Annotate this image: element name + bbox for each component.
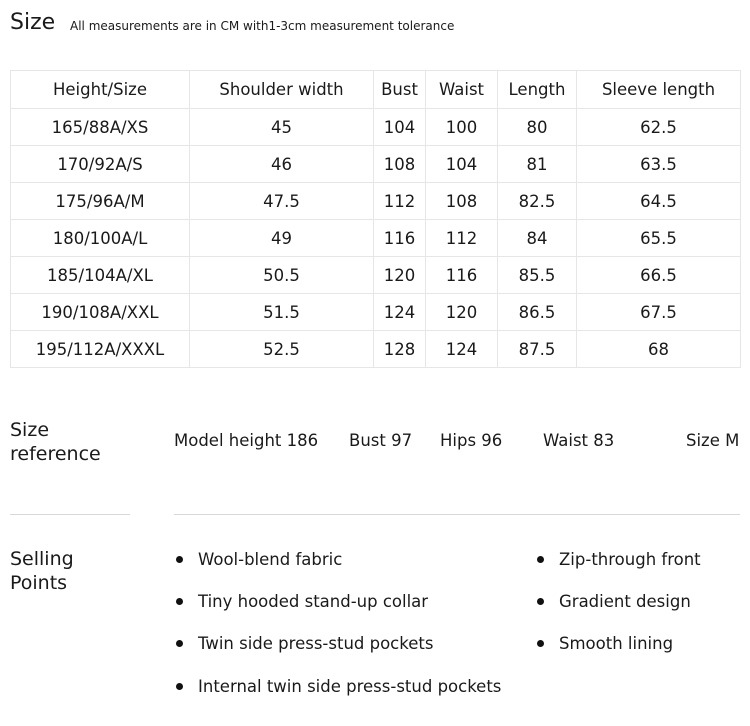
table-cell: 86.5 (498, 294, 577, 331)
table-cell: 185/104A/XL (11, 257, 190, 294)
measurement-note: All measurements are in CM with1-3cm measurement tolerance (70, 19, 455, 33)
table-cell: 165/88A/XS (11, 109, 190, 146)
column-header: Bust (374, 71, 426, 109)
bullet-icon (537, 640, 544, 647)
column-header: Height/Size (11, 71, 190, 109)
table-cell: 120 (426, 294, 498, 331)
table-cell: 81 (498, 146, 577, 183)
table-cell: 45 (190, 109, 374, 146)
table-cell: 50.5 (190, 257, 374, 294)
table-cell: 80 (498, 109, 577, 146)
table-cell: 108 (374, 146, 426, 183)
selling-point (537, 550, 701, 569)
table-cell: 66.5 (577, 257, 741, 294)
size-chart-table (10, 70, 741, 368)
size-reference-label-line: Size (10, 419, 50, 441)
table-cell: 68 (577, 331, 741, 368)
page-title: Size (10, 10, 56, 35)
table-header-row (11, 71, 741, 109)
table-cell: 85.5 (498, 257, 577, 294)
bullet-icon (176, 683, 183, 690)
size-reference-label-line: reference (10, 443, 101, 465)
table-cell: 108 (426, 183, 498, 220)
column-header: Shoulder width (190, 71, 374, 109)
model-hips: Hips 96 (440, 431, 503, 450)
table-cell: 112 (374, 183, 426, 220)
table-cell: 67.5 (577, 294, 741, 331)
selling-point-text: Zip-through front (559, 550, 701, 569)
table-cell: 116 (426, 257, 498, 294)
table-cell: 104 (426, 146, 498, 183)
table-cell: 65.5 (577, 220, 741, 257)
selling-points-label (10, 547, 74, 595)
table-cell: 64.5 (577, 183, 741, 220)
table-cell: 87.5 (498, 331, 577, 368)
selling-point (176, 677, 501, 696)
table-cell: 52.5 (190, 331, 374, 368)
table-cell: 124 (426, 331, 498, 368)
table-cell: 46 (190, 146, 374, 183)
table-cell: 175/96A/M (11, 183, 190, 220)
model-bust: Bust 97 (349, 431, 413, 450)
divider (10, 514, 130, 515)
selling-point-text: Twin side press-stud pockets (198, 634, 434, 653)
table-cell: 190/108A/XXL (11, 294, 190, 331)
bullet-icon (176, 556, 183, 563)
table-cell: 62.5 (577, 109, 741, 146)
selling-point (537, 592, 691, 611)
table-cell: 63.5 (577, 146, 741, 183)
bullet-icon (537, 598, 544, 605)
table-row (11, 257, 741, 294)
table-cell: 112 (426, 220, 498, 257)
model-height: Model height 186 (174, 431, 319, 450)
bullet-icon (176, 598, 183, 605)
selling-points-label-line: Points (10, 572, 68, 594)
table-row (11, 220, 741, 257)
table-cell: 170/92A/S (11, 146, 190, 183)
table-cell: 180/100A/L (11, 220, 190, 257)
bullet-icon (176, 640, 183, 647)
selling-point (176, 592, 428, 611)
size-reference-label (10, 418, 101, 466)
table-cell: 84 (498, 220, 577, 257)
selling-point (176, 634, 433, 653)
table-row (11, 146, 741, 183)
table-cell: 120 (374, 257, 426, 294)
table-row (11, 109, 741, 146)
selling-point-text: Wool-blend fabric (198, 550, 343, 569)
divider (174, 514, 740, 515)
table-cell: 100 (426, 109, 498, 146)
selling-point-text: Tiny hooded stand-up collar (198, 592, 429, 611)
table-cell: 82.5 (498, 183, 577, 220)
table-row (11, 294, 741, 331)
table-cell: 104 (374, 109, 426, 146)
selling-point-text: Internal twin side press-stud pockets (198, 677, 502, 696)
model-waist: Waist 83 (543, 431, 615, 450)
table-cell: 195/112A/XXXL (11, 331, 190, 368)
table-row (11, 183, 741, 220)
table-cell: 49 (190, 220, 374, 257)
column-header: Sleeve length (577, 71, 741, 109)
model-size: Size M (686, 431, 740, 450)
table-cell: 124 (374, 294, 426, 331)
column-header: Waist (426, 71, 498, 109)
table-cell: 116 (374, 220, 426, 257)
table-row (11, 331, 741, 368)
selling-point-text: Gradient design (559, 592, 691, 611)
column-header: Length (498, 71, 577, 109)
table-cell: 128 (374, 331, 426, 368)
selling-point (537, 634, 673, 653)
selling-points-label-line: Selling (10, 548, 74, 570)
table-cell: 47.5 (190, 183, 374, 220)
table-cell: 51.5 (190, 294, 374, 331)
selling-point-text: Smooth lining (559, 634, 674, 653)
selling-point (176, 550, 342, 569)
bullet-icon (537, 556, 544, 563)
